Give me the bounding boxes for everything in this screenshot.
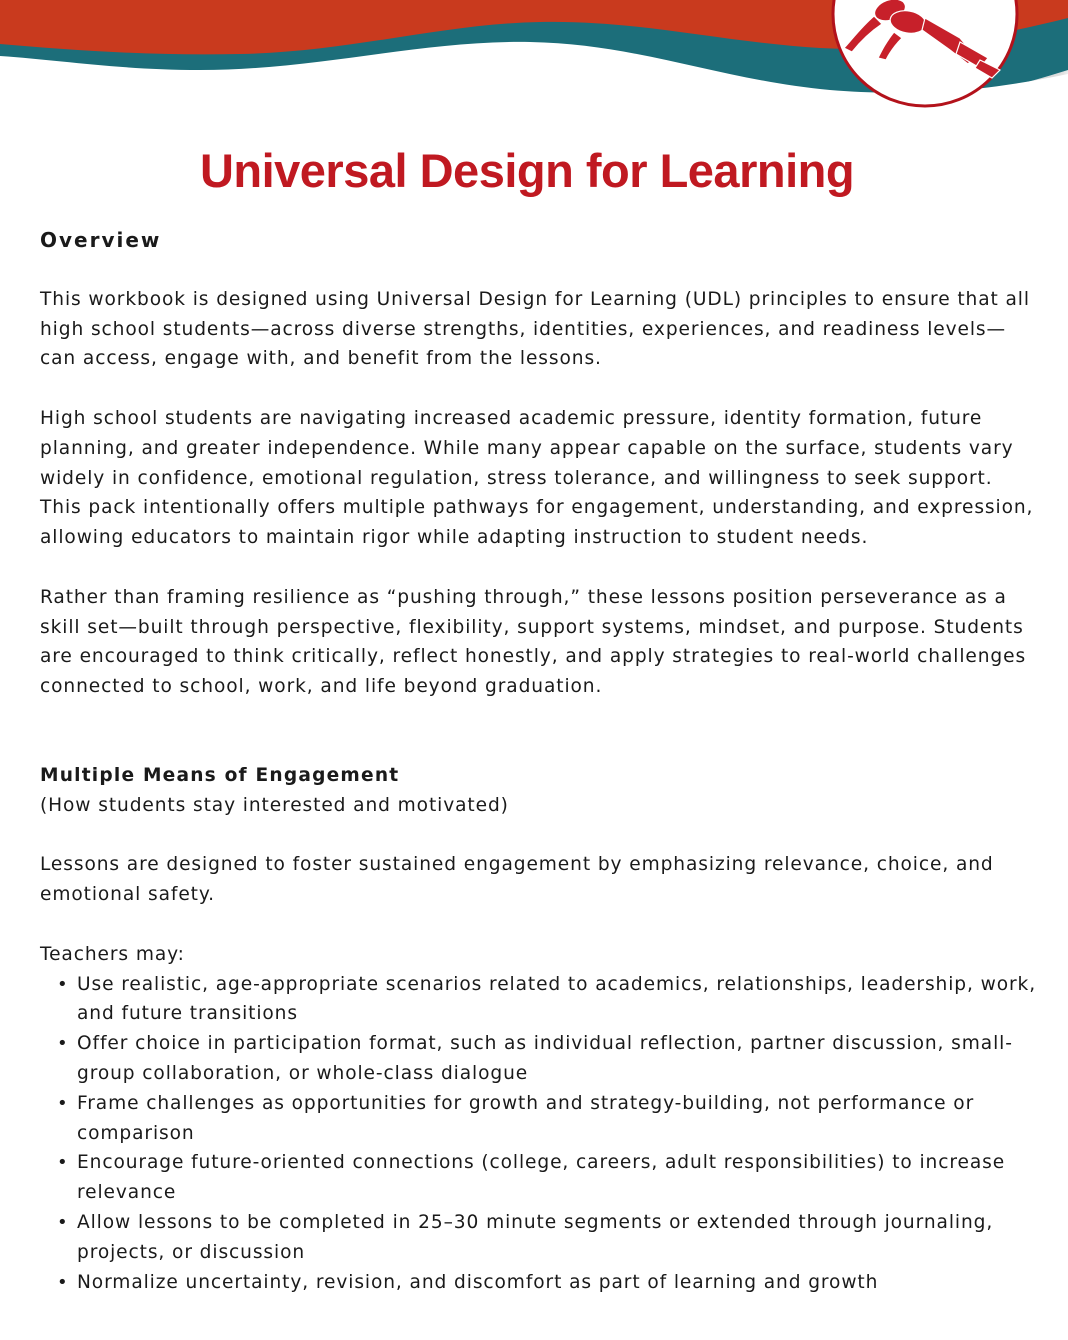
- list-intro: Teachers may:: [40, 943, 185, 965]
- overview-heading: Overview: [40, 228, 162, 252]
- list-item: • Use realistic, age-appropriate scenarios related to academics, relationships, leadership, work, and future transitions: [77, 970, 1040, 1030]
- document-body: [40, 226, 1040, 1297]
- overview-paragraph: High school students are navigating increased academic pressure, identity formation, future planning, and greater independence. While many appear capable on the surface, students vary widely in confidence, emotional regulation, stress tolerance, and willingness to seek support. This pack intentionally offers multiple pathways for engagement, understanding, and expression, allowing educators to maintain rigor while adapting instruction to student needs.: [40, 407, 1034, 549]
- overview-paragraph: This workbook is designed using Universal Design for Learning (UDL) principles to ensure that all high school students—across diverse strengths, identities, experiences, and readiness levels—can access, engage with, and benefit from the lessons.: [40, 288, 1030, 370]
- overview-paragraph: Rather than framing resilience as “pushing through,” these lessons position perseverance as a skill set—built through perspective, flexibility, support systems, mindset, and purpose. Students are encouraged to think critically, reflect honestly, and apply strategies to real-world challenges connected to school, work, and life beyond graduation.: [40, 586, 1027, 698]
- page-title: Universal Design for Learning: [199, 144, 855, 197]
- list-item: • Normalize uncertainty, revision, and discomfort as part of learning and growth: [77, 1268, 1040, 1298]
- list-item: • Frame challenges as opportunities for growth and strategy-building, not performance or comparison: [77, 1089, 1040, 1149]
- engagement-heading: Multiple Means of Engagement: [40, 764, 400, 786]
- list-item: • Offer choice in participation format, such as individual reflection, partner discussion, small-group collaboration, or whole-class dialogue: [77, 1029, 1040, 1089]
- engagement-intro: Lessons are designed to foster sustained engagement by emphasizing relevance, choice, and emotional safety.: [40, 854, 994, 906]
- engagement-list: [40, 970, 1040, 1298]
- lobster-icon: [830, 0, 1020, 110]
- list-item: • Encourage future-oriented connections (college, careers, adult responsibilities) to increase relevance: [77, 1148, 1040, 1208]
- list-item: • Allow lessons to be completed in 25–30 minute segments or extended through journaling, projects, or discussion: [77, 1208, 1040, 1268]
- engagement-subheading: (How students stay interested and motivated): [40, 794, 509, 816]
